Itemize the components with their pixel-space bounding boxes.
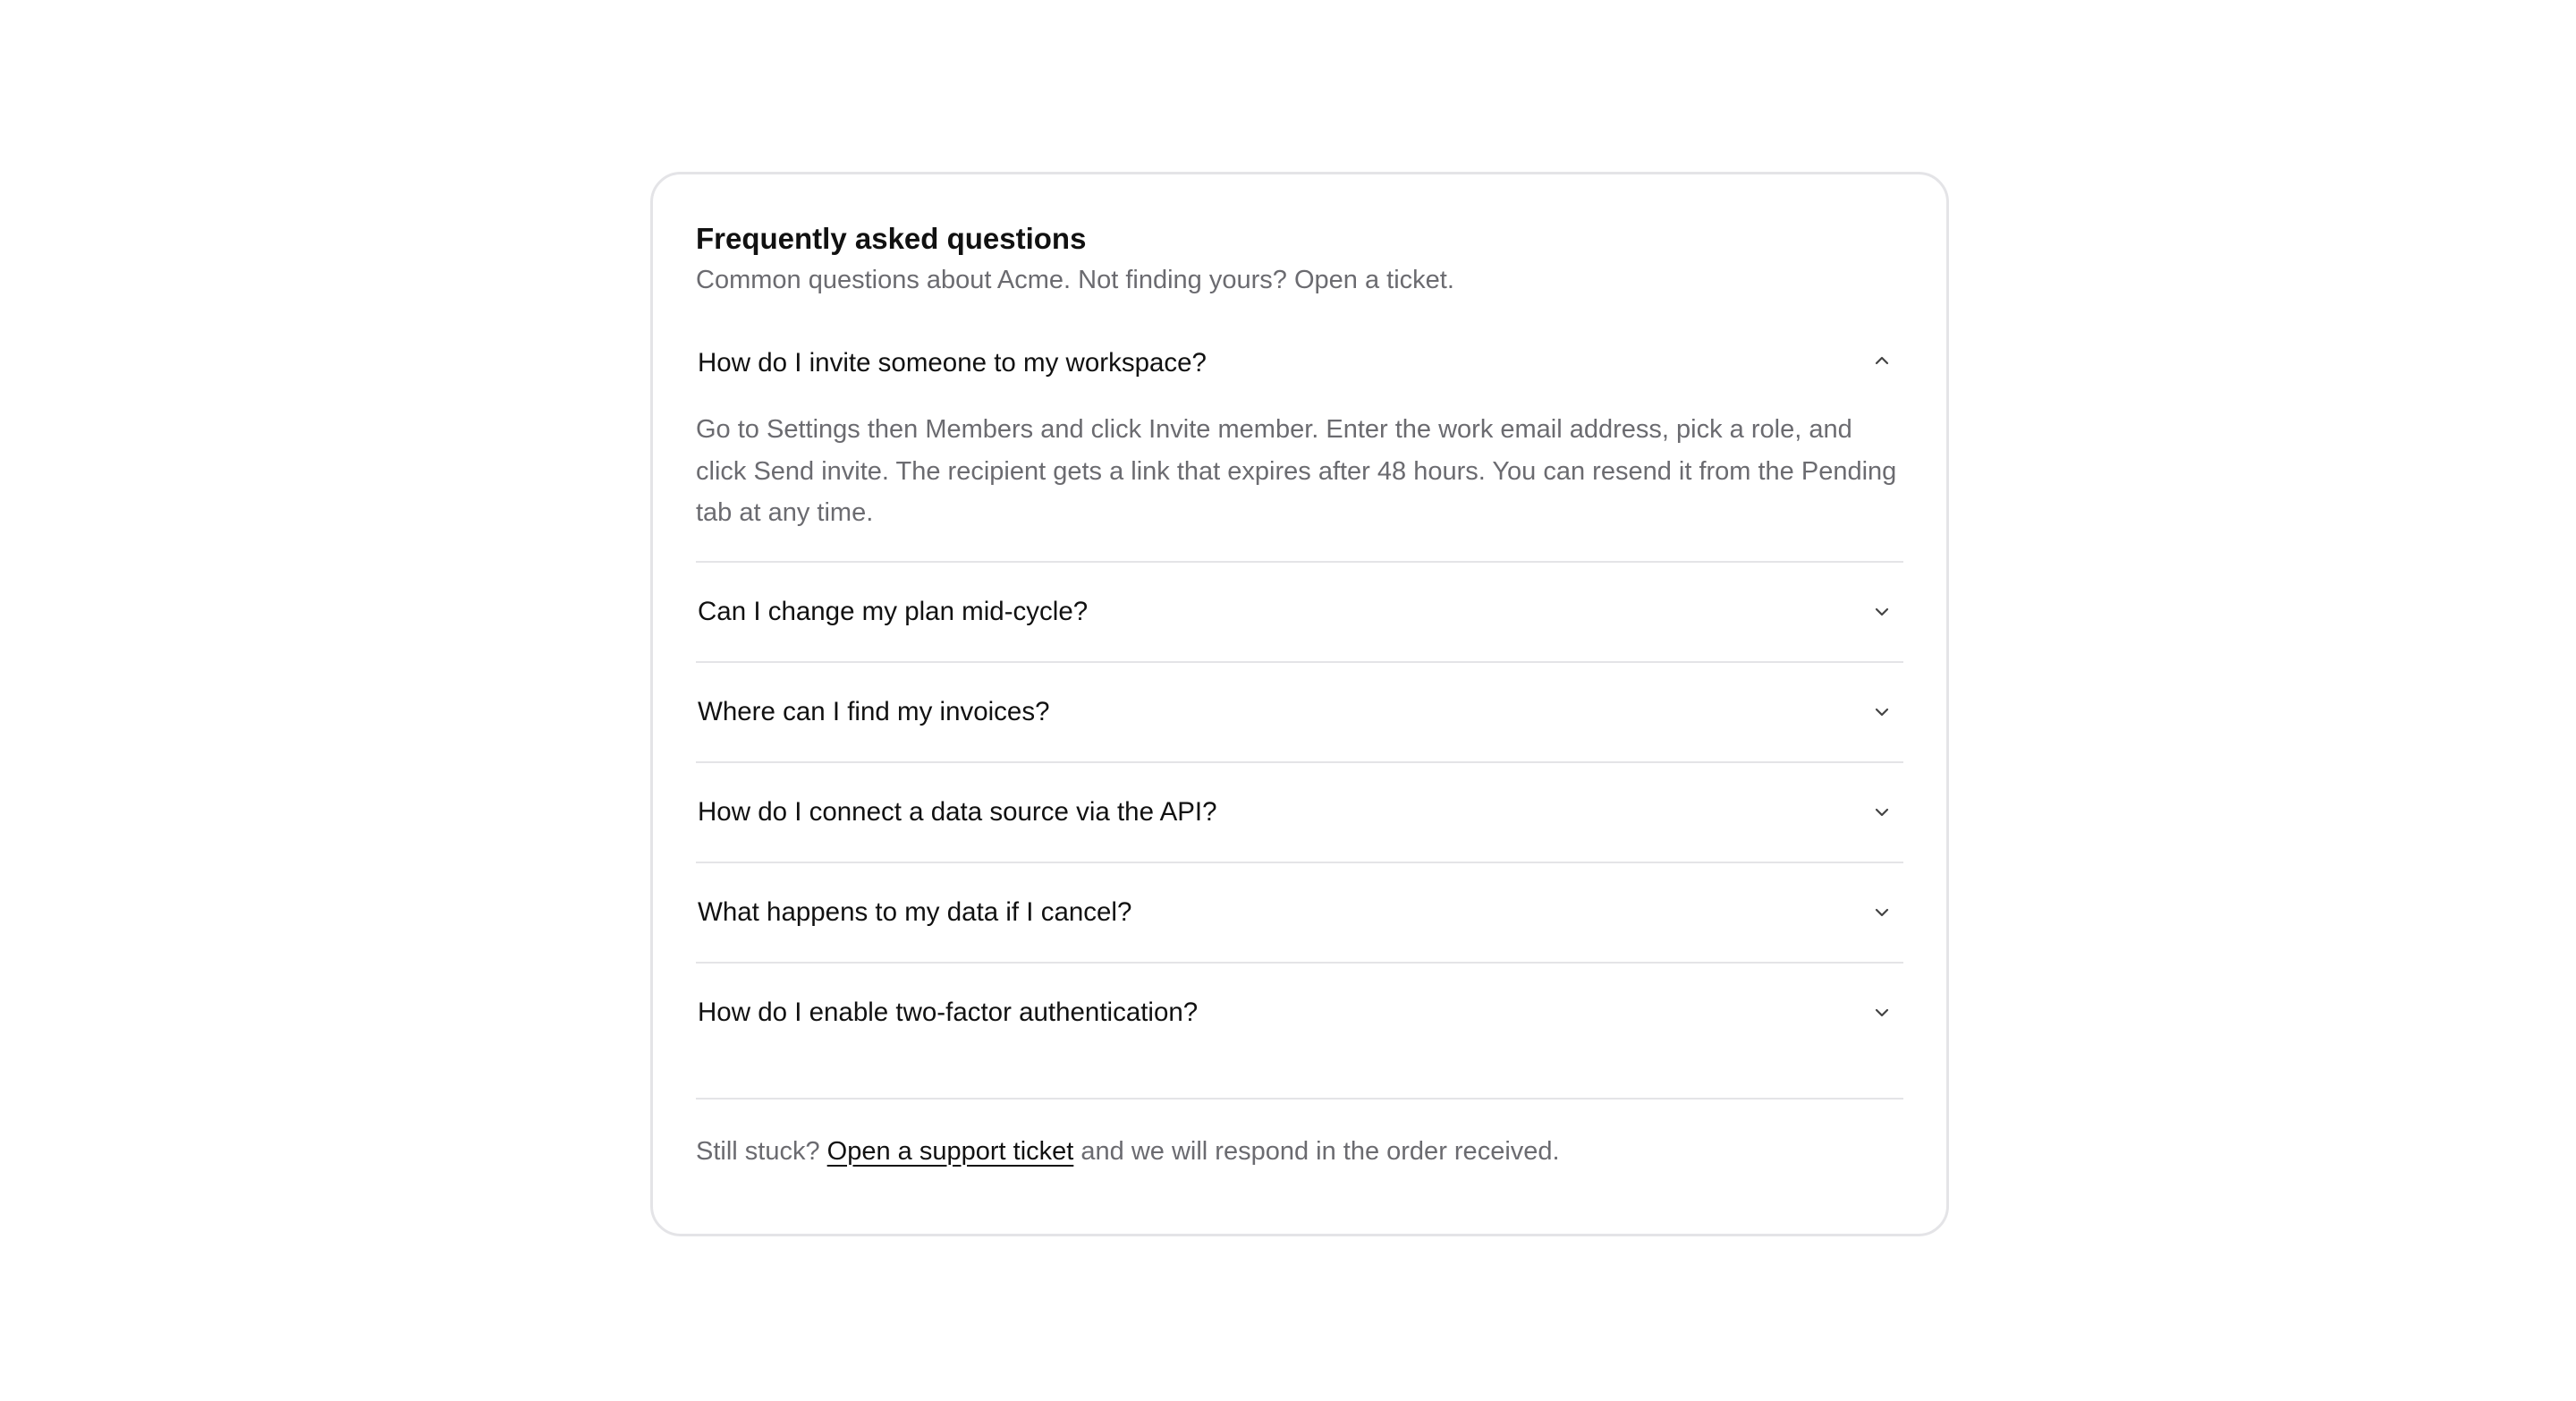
faq-item [696,863,1903,964]
faq-item [696,339,1903,563]
chevron-down-icon [1871,902,1893,923]
footer-prefix: Still stuck? [696,1136,820,1166]
faq-question-toggle[interactable] [696,964,1903,1062]
faq-answer: Go to Settings then Members and click Invite member. Enter the work email address, pick a role, and click Send invite. The recipient gets a link that expires after 48 hours. You can resend it from the Pending tab at any time. [696,415,1897,527]
chevron-down-icon [1871,701,1893,723]
faq-question-toggle[interactable] [696,863,1903,962]
chevron-down-icon [1871,802,1893,823]
faq-title: Frequently asked questions [696,222,1087,255]
faq-list [696,339,1903,1062]
faq-item [696,763,1903,863]
open-support-ticket-link[interactable]: Open a support ticket [826,1136,1074,1166]
faq-subtitle: Common questions about Acme. Not finding yours? Open a ticket. [696,266,1454,294]
faq-card [650,172,1949,1236]
faq-question-text: How do I connect a data source via the API? [698,796,1217,827]
chevron-down-icon [1871,1002,1893,1023]
faq-item [696,964,1903,1062]
faq-question-toggle[interactable] [696,339,1903,409]
faq-question-text: What happens to my data if I cancel? [698,896,1132,927]
faq-footer [696,1098,1903,1169]
faq-question-toggle[interactable] [696,563,1903,661]
faq-question-text: How do I invite someone to my workspace? [698,348,1207,378]
footer-suffix: and we will respond in the order received. [1080,1136,1560,1166]
chevron-down-icon [1871,601,1893,623]
faq-question-toggle[interactable] [696,763,1903,862]
faq-item [696,663,1903,763]
faq-item [696,563,1903,663]
faq-question-text: Where can I find my invoices? [698,696,1050,726]
faq-spacer [696,1062,1903,1098]
faq-question-text: How do I enable two-factor authentication? [698,997,1199,1027]
faq-question-toggle[interactable] [696,663,1903,761]
faq-question-text: Can I change my plan mid-cycle? [698,596,1089,626]
chevron-up-icon [1871,350,1893,371]
